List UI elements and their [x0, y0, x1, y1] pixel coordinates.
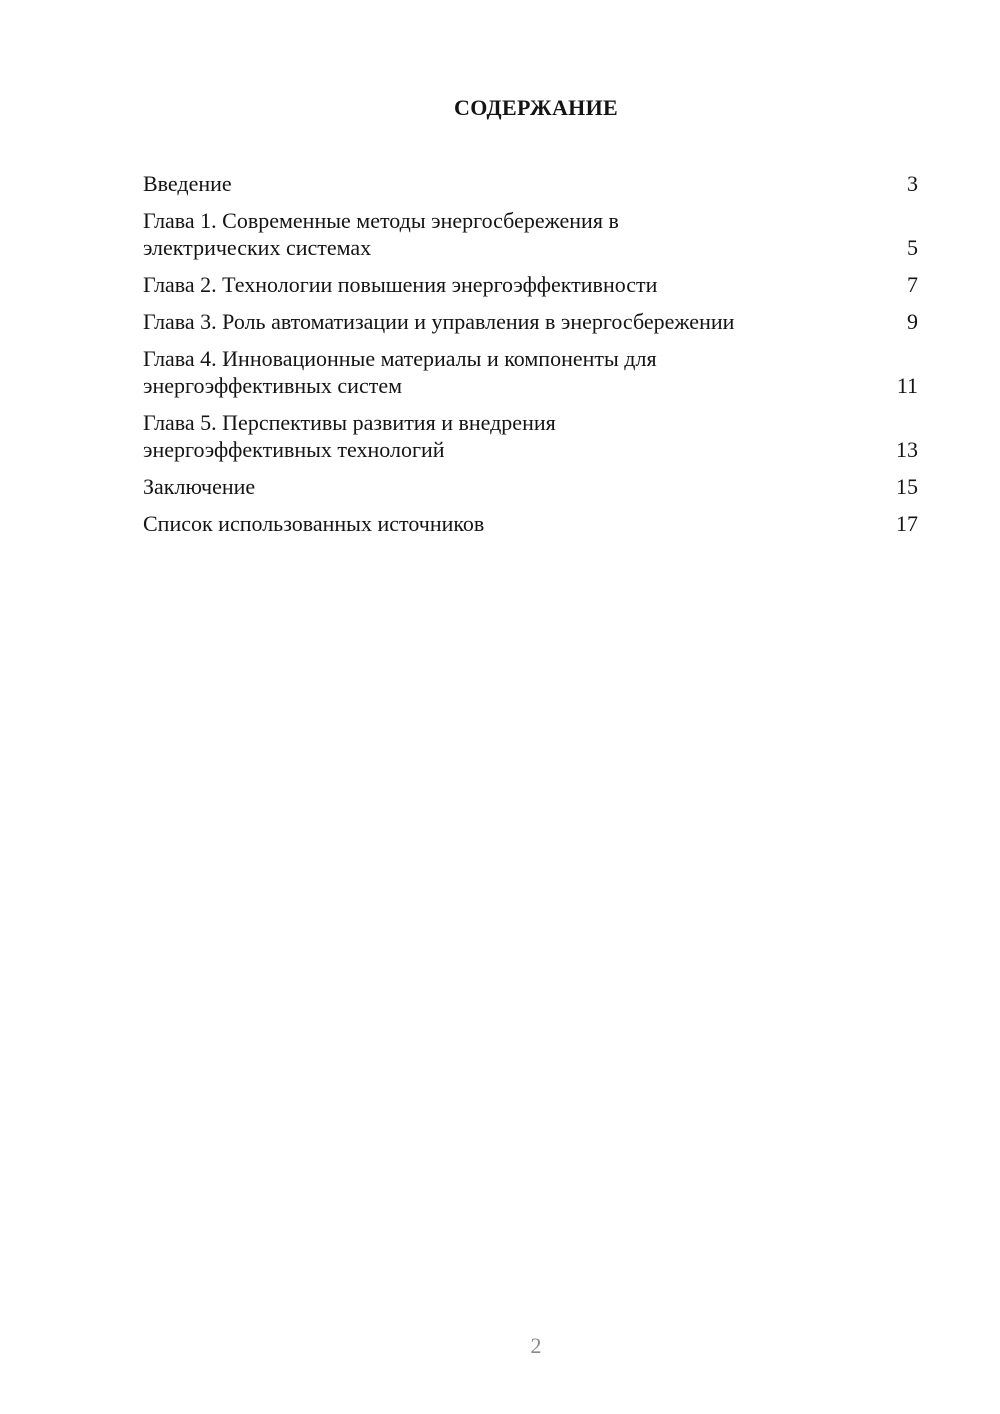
toc-entry-references: [143, 510, 918, 537]
toc-entry-page: 15: [896, 474, 918, 499]
toc-entry-page: 5: [907, 235, 918, 260]
toc-entry-chapter-5: [143, 409, 918, 463]
page-title: СОДЕРЖАНИЕ: [454, 95, 618, 120]
toc-entry-page: 13: [896, 437, 918, 462]
toc-entry-page: 3: [907, 171, 918, 196]
page-number: 2: [530, 1333, 542, 1358]
table-of-contents: [143, 170, 918, 547]
toc-entry-chapter-4: [143, 345, 918, 399]
toc-entry-title: Глава 5. Перспективы развития и внедрения энергоэффективных технологий: [143, 410, 556, 462]
toc-entry-title: Глава 1. Современные методы энергосбережения в электрических системах: [143, 208, 619, 260]
toc-entry-title: Заключение: [143, 474, 256, 499]
toc-entry-title: Список использованных источников: [143, 511, 485, 536]
toc-entry-page: 11: [896, 373, 918, 398]
toc-entry-introduction: [143, 170, 918, 197]
toc-entry-chapter-1: [143, 207, 918, 261]
toc-entry-title: Глава 4. Инновационные материалы и компоненты для энергоэффективных систем: [143, 346, 657, 398]
toc-entry-title: Глава 2. Технологии повышения энергоэффективности: [143, 272, 658, 297]
toc-entry-chapter-3: [143, 308, 918, 335]
toc-entry-page: 7: [907, 272, 918, 297]
toc-entry-chapter-2: [143, 271, 918, 298]
toc-entry-title: Глава 3. Роль автоматизации и управления в энергосбережении: [143, 309, 735, 334]
toc-entry-title: Введение: [143, 171, 232, 196]
toc-entry-page: 17: [896, 511, 918, 536]
toc-entry-page: 9: [907, 309, 918, 334]
toc-entry-conclusion: [143, 473, 918, 500]
